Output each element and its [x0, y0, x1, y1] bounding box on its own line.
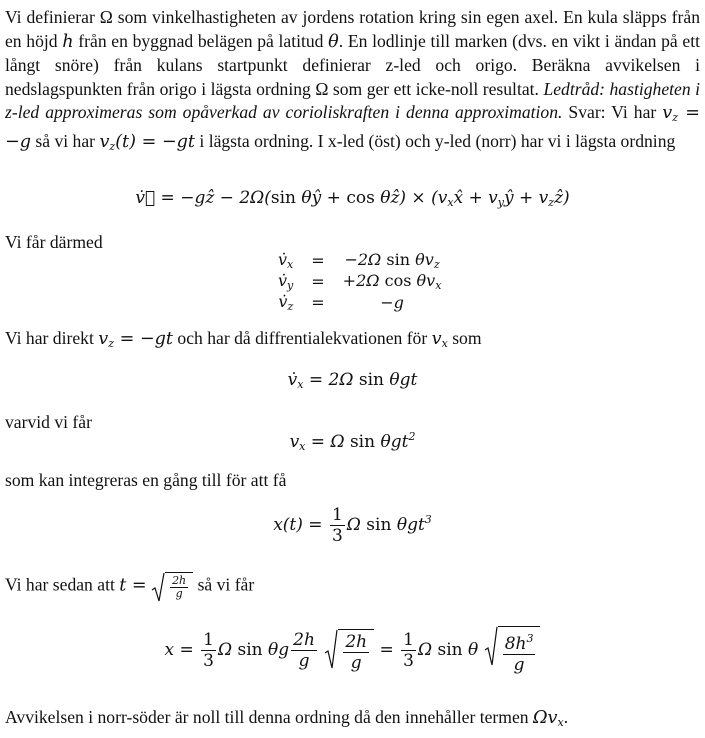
vx-dot-equation: $v̇_x = 2\Omega$ sin θgt: [287, 370, 418, 391]
height-symbol: h: [62, 31, 74, 52]
vi-far-darmed: Vi får därmed: [5, 232, 103, 252]
time-text: Vi har sedan att t = $\frac{2h}{g}$ så vi får: [5, 572, 700, 600]
problem-statement: Vi definierar Ω som vinkelhastigheten av jordens rotation kring sin egen axel. En kula släpps från en höjd h från en byggnad belägen på latitud θ. En lodlinje till marken (dvs. en vikt i ändan på ett långt snöre) från kulans startpunkt definierar z-led och origo. Beräkna avvikelsen i nedslagspunkten från origo i lägsta ordning Ω som ger ett icke-noll resultat. Ledtråd: hastigheten i z-led approximeras som opåverkad av corioliskraften i denna approximation. Svar: Vi har $v_z = -g$ så vi har $v_z(t) = -gt$ i lägsta ordning. I x-led (öst) och y-led (norr) har vi i lägsta ordning: [5, 7, 701, 153]
system-row-y: $v̇_y$ = +2Ω $\cos \theta v_x$: [278, 271, 442, 292]
coriolis-equation: v̇⃗ = −gẑ − 2Ω(sin θŷ + cos θẑ) × ($v_xx̂$ + $v_yŷ$ + $v_zẑ$): [135, 188, 570, 209]
equation-system: [272, 250, 447, 313]
direct-text: Vi har direkt $v_z = -gt$ och har då diffrentialekvationen för $v_x$ som: [5, 328, 482, 350]
conclusion-text: Avvikelsen i norr-söder är noll till denna ordning då den innehåller termen $\Omega v_x$.: [5, 707, 569, 729]
system-row-x: $v̇_x$ = −2Ω $\sin \theta v_z$: [278, 250, 440, 271]
system-row-z: $v̇_z$ = −g: [278, 292, 404, 313]
final-equation: x = $\frac{1}{3}$ Ω sin θg $\frac{2h}{g}$ $\frac{2h}{g}$ = $\frac{1}{3}$ Ω sin θ $\frac{8h^3}{g}$: [0, 626, 705, 675]
answer-label: Svar:: [568, 102, 606, 123]
integreras-text: som kan integreras en gång till för att få: [5, 470, 287, 490]
vx-equation: $v_x = \Omega$ sin θgt$^2$: [289, 430, 416, 453]
sqrt-symbol: $\frac{2h}{g}$: [151, 572, 193, 600]
x-of-t-equation: x(t) = $\frac{1}{3}$ Ω sin θgt$^3$: [273, 505, 432, 546]
varvid-text: varvid vi får: [5, 412, 92, 432]
hint-text: Ledtråd: hastigheten i z-led approximeras som opåverkad av corioliskraften i denna approximation.: [5, 78, 700, 123]
